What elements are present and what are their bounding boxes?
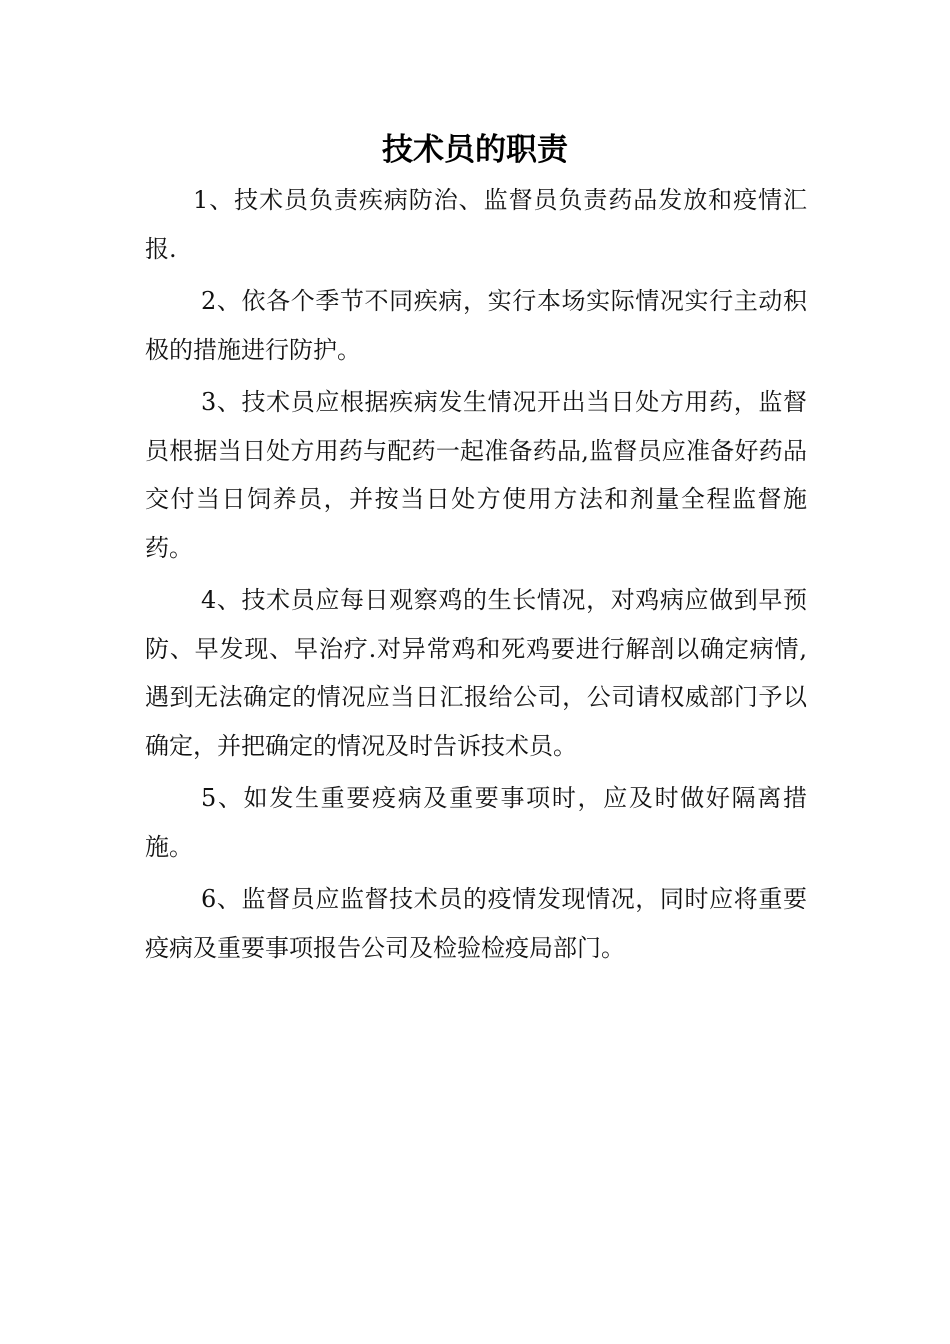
duty-paragraph-6: 6、监督员应监督技术员的疫情发现情况，同时应将重要疫病及重要事项报告公司及检验检疫局部门。 — [145, 885, 807, 962]
duty-paragraph-4: 4、技术员应每日观察鸡的生长情况，对鸡病应做到早预防、早发现、早治疗.对异常鸡和死鸡要进行解剖以确定病情,遇到无法确定的情况应当日汇报给公司，公司请权威部门予以确定，并把确定的情况及时告诉技术员。 — [145, 586, 807, 760]
duty-paragraph-3: 3、技术员应根据疾病发生情况开出当日处方用药，监督员根据当日处方用药与配药一起准备药品,监督员应准备好药品交付当日饲养员，并按当日处方使用方法和剂量全程监督施药。 — [145, 388, 807, 562]
document-title: 技术员的职责 — [382, 132, 568, 168]
document-body — [145, 176, 807, 976]
duty-paragraph-2: 2、依各个季节不同疾病，实行本场实际情况实行主动积极的措施进行防护。 — [145, 287, 807, 364]
duty-paragraph-5: 5、如发生重要疫病及重要事项时，应及时做好隔离措施。 — [145, 784, 807, 861]
duty-paragraph-1: 1、技术员负责疾病防治、监督员负责药品发放和疫情汇报. — [145, 186, 807, 263]
